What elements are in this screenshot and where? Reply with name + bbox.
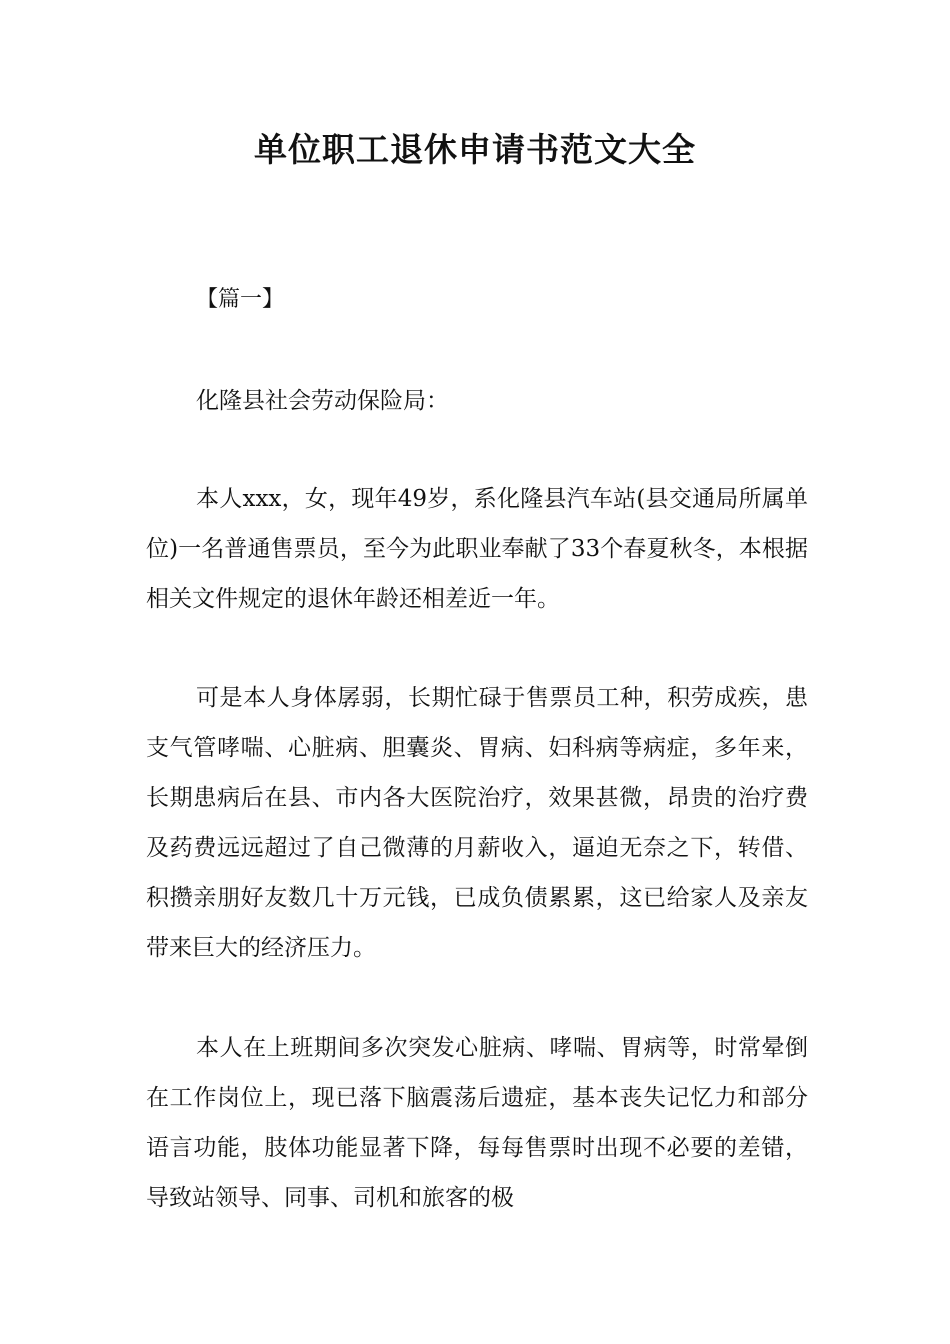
paragraph-3: 本人在上班期间多次突发心脏病、哮喘、胃病等，时常晕倒在工作岗位上，现已落下脑震荡后遗症，基本丧失记忆力和部分语言功能，肢体功能显著下降，每每售票时出现不必要的差错，导致站领导、同事、司机和旅客的极 (146, 1035, 808, 1211)
paragraph-1: 本人xxx，女，现年49岁，系化隆县汽车站(县交通局所属单位)一名普通售票员，至今为此职业奉献了33个春夏秋冬，本根据相关文件规定的退休年龄还相差近一年。 (146, 486, 808, 612)
paragraph-2: 可是本人身体孱弱，长期忙碌于售票员工种，积劳成疾，患支气管哮喘、心脏病、胆囊炎、胃病、妇科病等病症，多年来，长期患病后在县、市内各大医院治疗，效果甚微，昂贵的治疗费及药费远远超过了自己微薄的月薪收入，逼迫无奈之下，转借、积攒亲朋好友数几十万元钱，已成负债累累，这已给家人及亲友带来巨大的经济压力。 (146, 685, 808, 961)
document-title: 单位职工退休申请书范文大全 (254, 130, 696, 169)
section-label: 【篇一】 (196, 287, 285, 312)
addressee: 化隆县社会劳动保险局： (196, 388, 449, 414)
